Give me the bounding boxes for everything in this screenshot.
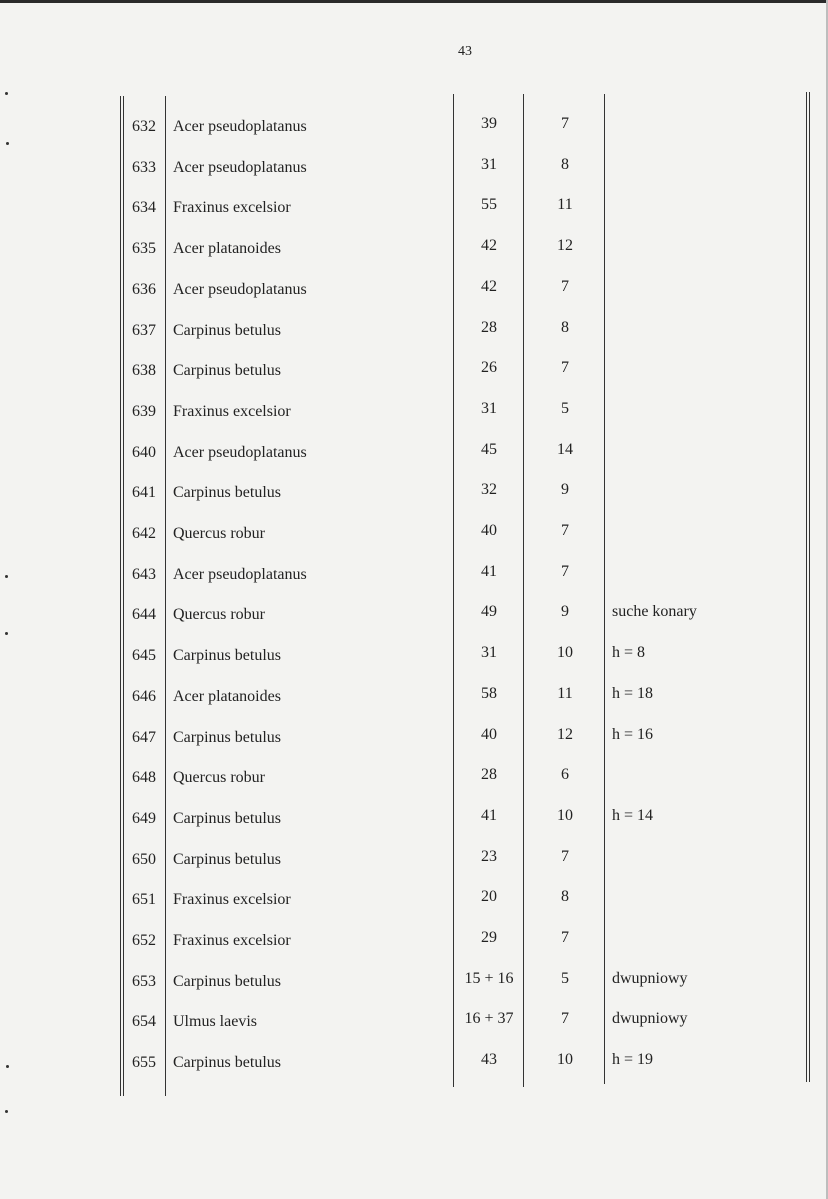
row-height: 8 [561, 155, 569, 173]
row-diameter: 28 [481, 318, 497, 336]
row-note: dwupniowy [612, 969, 688, 987]
row-note: h = 18 [612, 684, 654, 702]
scan-speck [6, 142, 9, 145]
row-height: 8 [561, 318, 569, 336]
row-diameter: 41 [481, 806, 497, 824]
row-diameter: 26 [481, 359, 497, 377]
row-note: h = 8 [612, 644, 646, 662]
table-row [0, 847, 828, 890]
row-number: 645 [132, 647, 156, 665]
row-height: 10 [557, 806, 573, 824]
row-number: 636 [132, 280, 156, 298]
table-row [0, 806, 828, 849]
row-diameter: 31 [481, 644, 497, 662]
row-height: 12 [557, 237, 573, 255]
row-height: 7 [561, 929, 569, 946]
row-height: 5 [561, 969, 569, 987]
row-note: h = 14 [612, 806, 654, 824]
table-row [0, 1053, 828, 1093]
row-number: 654 [132, 1013, 156, 1031]
row-species: Fraxinus excelsior [173, 402, 291, 420]
row-species: Ulmus laevis [173, 1013, 257, 1031]
row-height: 10 [557, 644, 573, 662]
table-row [0, 117, 828, 157]
table-row [0, 931, 828, 971]
row-note: suche konary [612, 603, 697, 621]
row-number: 637 [132, 321, 156, 339]
row-species: Acer pseudoplatanus [173, 280, 307, 298]
row-number: 655 [132, 1054, 156, 1072]
row-species: Carpinus betulus [173, 321, 281, 339]
row-species: Fraxinus excelsior [173, 932, 291, 949]
row-diameter: 58 [481, 684, 497, 702]
row-number: 648 [132, 769, 156, 787]
table-row [0, 890, 828, 930]
row-species: Acer pseudoplatanus [173, 443, 307, 461]
row-species: Carpinus betulus [173, 850, 281, 868]
row-height: 9 [561, 603, 569, 621]
row-number: 640 [132, 443, 156, 461]
row-height: 12 [557, 725, 573, 743]
scan-top-edge [0, 0, 828, 3]
table-row [0, 605, 828, 645]
row-diameter: 40 [481, 522, 497, 539]
row-number: 644 [132, 606, 156, 624]
row-diameter: 20 [481, 888, 497, 906]
row-height: 10 [557, 1051, 573, 1069]
row-species: Carpinus betulus [173, 647, 281, 665]
table-row [0, 1012, 828, 1052]
table-row [0, 399, 828, 442]
table-row [0, 969, 828, 1012]
row-height: 8 [561, 888, 569, 906]
table-row [0, 483, 828, 523]
row-species: Carpinus betulus [173, 1054, 281, 1072]
row-number: 632 [132, 118, 156, 135]
row-height: 6 [561, 766, 569, 784]
row-species: Carpinus betulus [173, 362, 281, 380]
row-diameter: 41 [481, 562, 497, 580]
table-row [0, 684, 828, 727]
row-species: Fraxinus excelsior [173, 199, 291, 217]
table-row [0, 277, 828, 320]
row-diameter: 39 [481, 115, 497, 132]
row-height: 7 [561, 562, 569, 580]
row-species: Carpinus betulus [173, 809, 281, 827]
table-row [0, 361, 828, 401]
table-row [0, 440, 828, 483]
row-number: 646 [132, 687, 156, 705]
row-diameter: 49 [481, 603, 497, 621]
table-row [0, 198, 828, 238]
row-species: Carpinus betulus [173, 972, 281, 990]
row-height: 7 [561, 1010, 569, 1028]
row-diameter: 29 [481, 929, 497, 946]
scan-speck [5, 92, 8, 95]
row-height: 7 [561, 115, 569, 132]
scan-speck [6, 1065, 9, 1068]
row-species: Quercus robur [173, 525, 265, 542]
table-row [0, 768, 828, 808]
row-diameter: 31 [481, 399, 497, 417]
row-note: h = 16 [612, 725, 654, 743]
row-number: 634 [132, 199, 156, 217]
row-number: 647 [132, 728, 156, 746]
table-row [0, 646, 828, 686]
row-species: Carpinus betulus [173, 728, 281, 746]
row-height: 7 [561, 522, 569, 539]
row-number: 652 [132, 932, 156, 949]
scan-speck [5, 632, 8, 635]
row-number: 633 [132, 158, 156, 176]
row-species: Acer pseudoplatanus [173, 118, 307, 135]
row-diameter: 32 [481, 481, 497, 499]
row-species: Acer pseudoplatanus [173, 158, 307, 176]
row-diameter: 43 [481, 1051, 497, 1069]
row-number: 649 [132, 809, 156, 827]
row-height: 7 [561, 277, 569, 295]
row-diameter: 16 + 37 [464, 1010, 514, 1028]
row-species: Quercus robur [173, 769, 265, 787]
row-species: Carpinus betulus [173, 484, 281, 502]
row-diameter: 31 [481, 155, 497, 173]
row-height: 11 [557, 684, 573, 702]
page-number: 43 [458, 44, 472, 59]
row-number: 642 [132, 525, 156, 542]
row-species: Acer platanoides [173, 240, 281, 258]
row-number: 635 [132, 240, 156, 258]
row-diameter: 15 + 16 [464, 969, 514, 987]
row-note: h = 19 [612, 1051, 654, 1069]
row-height: 14 [557, 440, 573, 458]
row-diameter: 28 [481, 766, 497, 784]
row-diameter: 23 [481, 847, 497, 865]
row-number: 653 [132, 972, 156, 990]
table-row [0, 318, 828, 361]
scan-speck [5, 1110, 8, 1113]
row-diameter: 45 [481, 440, 497, 458]
row-diameter: 42 [481, 237, 497, 255]
row-height: 9 [561, 481, 569, 499]
row-height: 7 [561, 359, 569, 377]
row-species: Acer platanoides [173, 687, 281, 705]
row-height: 7 [561, 847, 569, 865]
row-number: 641 [132, 484, 156, 502]
table-row [0, 239, 828, 279]
row-diameter: 55 [481, 196, 497, 214]
row-height: 11 [557, 196, 573, 214]
row-height: 5 [561, 399, 569, 417]
row-diameter: 42 [481, 277, 497, 295]
row-species: Acer pseudoplatanus [173, 565, 307, 583]
table-row [0, 562, 828, 605]
table-row [0, 725, 828, 768]
row-note: dwupniowy [612, 1010, 688, 1028]
row-number: 639 [132, 402, 156, 420]
table-row [0, 155, 828, 198]
row-number: 651 [132, 891, 156, 909]
table-row [0, 524, 828, 564]
scan-speck [5, 575, 8, 578]
row-species: Fraxinus excelsior [173, 891, 291, 909]
row-number: 643 [132, 565, 156, 583]
row-number: 650 [132, 850, 156, 868]
row-species: Quercus robur [173, 606, 265, 624]
row-number: 638 [132, 362, 156, 380]
row-diameter: 40 [481, 725, 497, 743]
